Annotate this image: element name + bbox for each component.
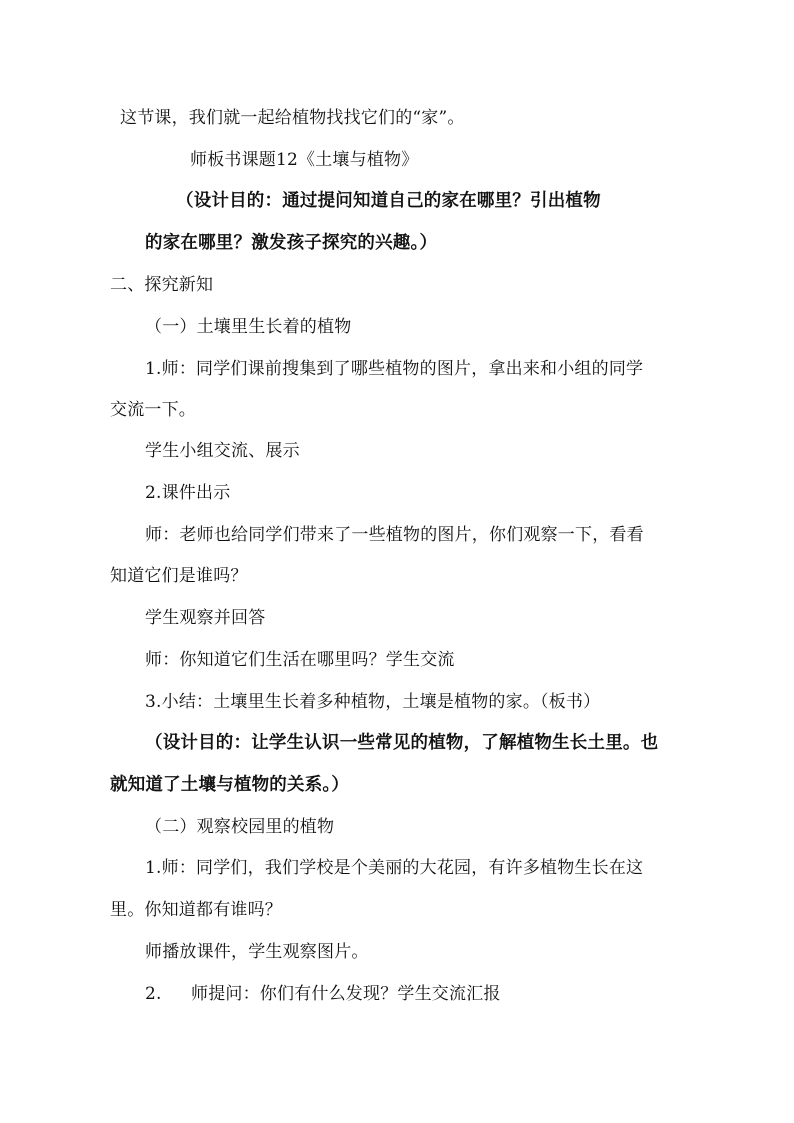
step-1b-line-1: 1.师：同学们，我们学校是个美丽的大花园，有许多植物生长在这: [145, 858, 644, 878]
subsection-heading-1: （一）土壤里生长着的植物: [145, 317, 352, 337]
summary-3: 3.小结：土壤里生长着多种植物，土壤是植物的家。（板书）: [145, 692, 601, 712]
step-1-line-1: 1.师：同学们课前搜集到了哪些植物的图片，拿出来和小组的同学: [145, 359, 644, 379]
step-2b-number: 2.: [145, 984, 162, 1004]
student-activity-1: 学生小组交流、展示: [145, 441, 300, 461]
section-heading-2: 二、探究新知: [110, 275, 214, 295]
step-2b: [145, 982, 501, 1006]
design-purpose-2-line-1: （设计目的：让学生认识一些常见的植物，了解植物生长土里。也: [145, 733, 659, 753]
design-purpose-1-line-1: （设计目的：通过提问知道自己的家在哪里？引出植物: [176, 191, 601, 211]
paragraph-intro: 这节课，我们就一起给植物找找它们的“家”。: [120, 108, 465, 128]
design-purpose-2-line-2: 就知道了土壤与植物的关系。）: [110, 775, 350, 795]
step-1b-line-2: 里。你知道都有谁吗？: [110, 900, 282, 920]
student-activity-2: 学生观察并回答: [145, 608, 266, 628]
teacher-line-1: 师：老师也给同学们带来了一些植物的图片，你们观察一下，看看: [145, 525, 644, 545]
design-purpose-1-line-2: 的家在哪里？激发孩子探究的兴趣。）: [145, 233, 438, 253]
subsection-heading-2: （二）观察校园里的植物: [145, 817, 335, 837]
step-2b-text: 师提问：你们有什么发现？学生交流汇报: [191, 984, 501, 1004]
step-2: 2.课件出示: [145, 483, 231, 503]
teacher-line-2: 知道它们是谁吗？: [110, 566, 248, 586]
board-title: 师板书课题12《土壤与植物》: [190, 150, 419, 170]
step-1-line-2: 交流一下。: [110, 400, 196, 420]
teacher-question: 师：你知道它们生活在哪里吗？学生交流: [145, 650, 455, 670]
teacher-play-courseware: 师播放课件，学生观察图片。: [145, 942, 369, 962]
